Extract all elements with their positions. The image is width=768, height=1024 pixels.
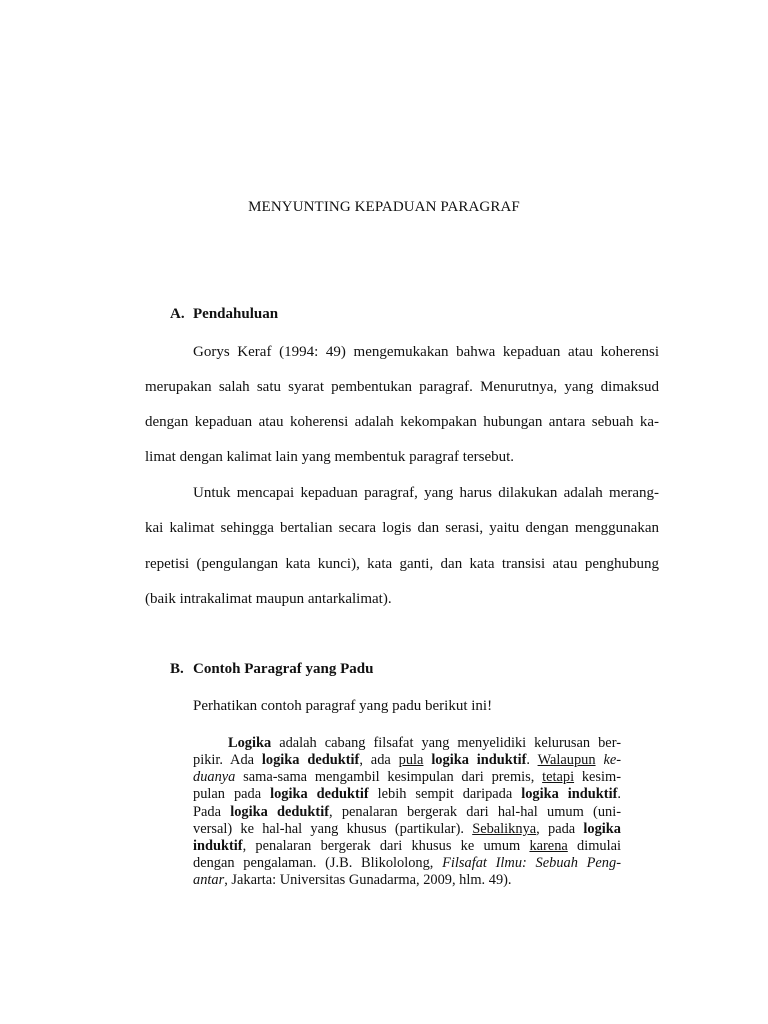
connector-sebaliknya: Sebaliknya — [472, 821, 537, 837]
example-line-8 — [193, 855, 621, 872]
example-text: versal) ke hal-hal yang khusus (partikular). — [193, 821, 473, 837]
example-text: , penalaran bergerak dari hal-hal umum (uni- — [329, 804, 621, 820]
citation-title-cont: antar — [193, 872, 225, 888]
paragraph-1-line-1: Gorys Keraf (1994: 49) mengemukakan bahwa kepaduan atau koherensi — [193, 344, 659, 360]
connector-tetapi: tetapi — [542, 769, 575, 785]
connector-pula: pula — [398, 752, 424, 768]
example-text: . — [526, 752, 538, 768]
paragraph-1-line-4: limat dengan kalimat lain yang membentuk paragraf tersebut. — [145, 449, 515, 465]
section-a-heading — [170, 306, 278, 323]
section-a-marker: A. — [170, 306, 185, 322]
example-text: , Jakarta: Universitas Gunadarma, 2009, hlm. 49). — [224, 872, 512, 888]
section-b-intro: Perhatikan contoh paragraf yang padu berikut ini! — [193, 698, 493, 714]
section-b-heading — [170, 661, 373, 678]
section-b-marker: B. — [170, 661, 184, 677]
example-text: , ada — [359, 752, 399, 768]
paragraph-1-line-2: merupakan salah satu syarat pembentukan paragraf. Menurutnya, yang dimaksud — [145, 379, 659, 395]
paragraph-2-line-2: kai kalimat sehingga bertalian secara logis dan serasi, yaitu dengan menggunakan — [145, 520, 659, 536]
example-text: adalah cabang filsafat yang menyelidiki kelurusan ber- — [271, 735, 621, 751]
term-induktif: induktif — [193, 838, 243, 854]
term-logika-deduktif: logika deduktif — [270, 786, 369, 802]
example-text: dimulai — [567, 838, 621, 854]
example-line-5 — [193, 804, 621, 821]
example-text: . — [617, 786, 621, 802]
example-line-1 — [193, 735, 621, 752]
example-text: Pada — [193, 804, 231, 820]
paragraph-1-line-3: dengan kepaduan atau koherensi adalah kekompakan hubungan antara sebuah ka- — [145, 414, 659, 430]
citation-title: Filsafat Ilmu: Sebuah Peng- — [442, 855, 621, 871]
term-logika-induktif: logika induktif — [431, 752, 527, 768]
example-text: kesim- — [574, 769, 622, 785]
example-line-7 — [193, 838, 621, 855]
paragraph-2-line-3: repetisi (pengulangan kata kunci), kata ganti, dan kata transisi atau penghubung — [145, 556, 659, 572]
section-a-title: Pendahuluan — [193, 306, 279, 322]
paragraph-2-line-1: Untuk mencapai kepaduan paragraf, yang harus dilakukan adalah merang- — [193, 485, 659, 501]
term-logika-deduktif: logika deduktif — [261, 752, 360, 768]
example-text: sama-sama mengambil kesimpulan dari premis, — [235, 769, 543, 785]
paragraph-2-line-4: (baik intrakalimat maupun antarkalimat). — [145, 591, 392, 607]
example-line-6 — [193, 821, 621, 838]
example-text: dengan pengalaman. (J.B. Blikololong, — [193, 855, 443, 871]
page-title: MENYUNTING KEPADUAN PARAGRAF — [248, 199, 520, 215]
example-line-3 — [193, 769, 621, 786]
term-logika-induktif: logika induktif — [521, 786, 618, 802]
example-text: pulan pada — [193, 786, 271, 802]
pronoun-keduanya: ke- — [603, 752, 622, 768]
example-line-2 — [193, 752, 621, 769]
term-logika-deduktif: logika deduktif — [230, 804, 329, 820]
section-b-title: Contoh Paragraf yang Padu — [193, 661, 374, 677]
example-text: pikir. Ada — [193, 752, 262, 768]
connector-walaupun: Walaupun — [537, 752, 596, 768]
pronoun-keduanya-cont: duanya — [193, 769, 236, 785]
connector-karena: karena — [529, 838, 568, 854]
example-text: lebih sempit daripada — [368, 786, 522, 802]
term-logika: logika — [583, 821, 621, 837]
term-logika: Logika — [228, 735, 272, 751]
example-text: , penalaran bergerak dari khusus ke umum — [242, 838, 530, 854]
example-line-9 — [193, 872, 621, 889]
example-line-4 — [193, 786, 621, 803]
example-text: , pada — [536, 821, 584, 837]
